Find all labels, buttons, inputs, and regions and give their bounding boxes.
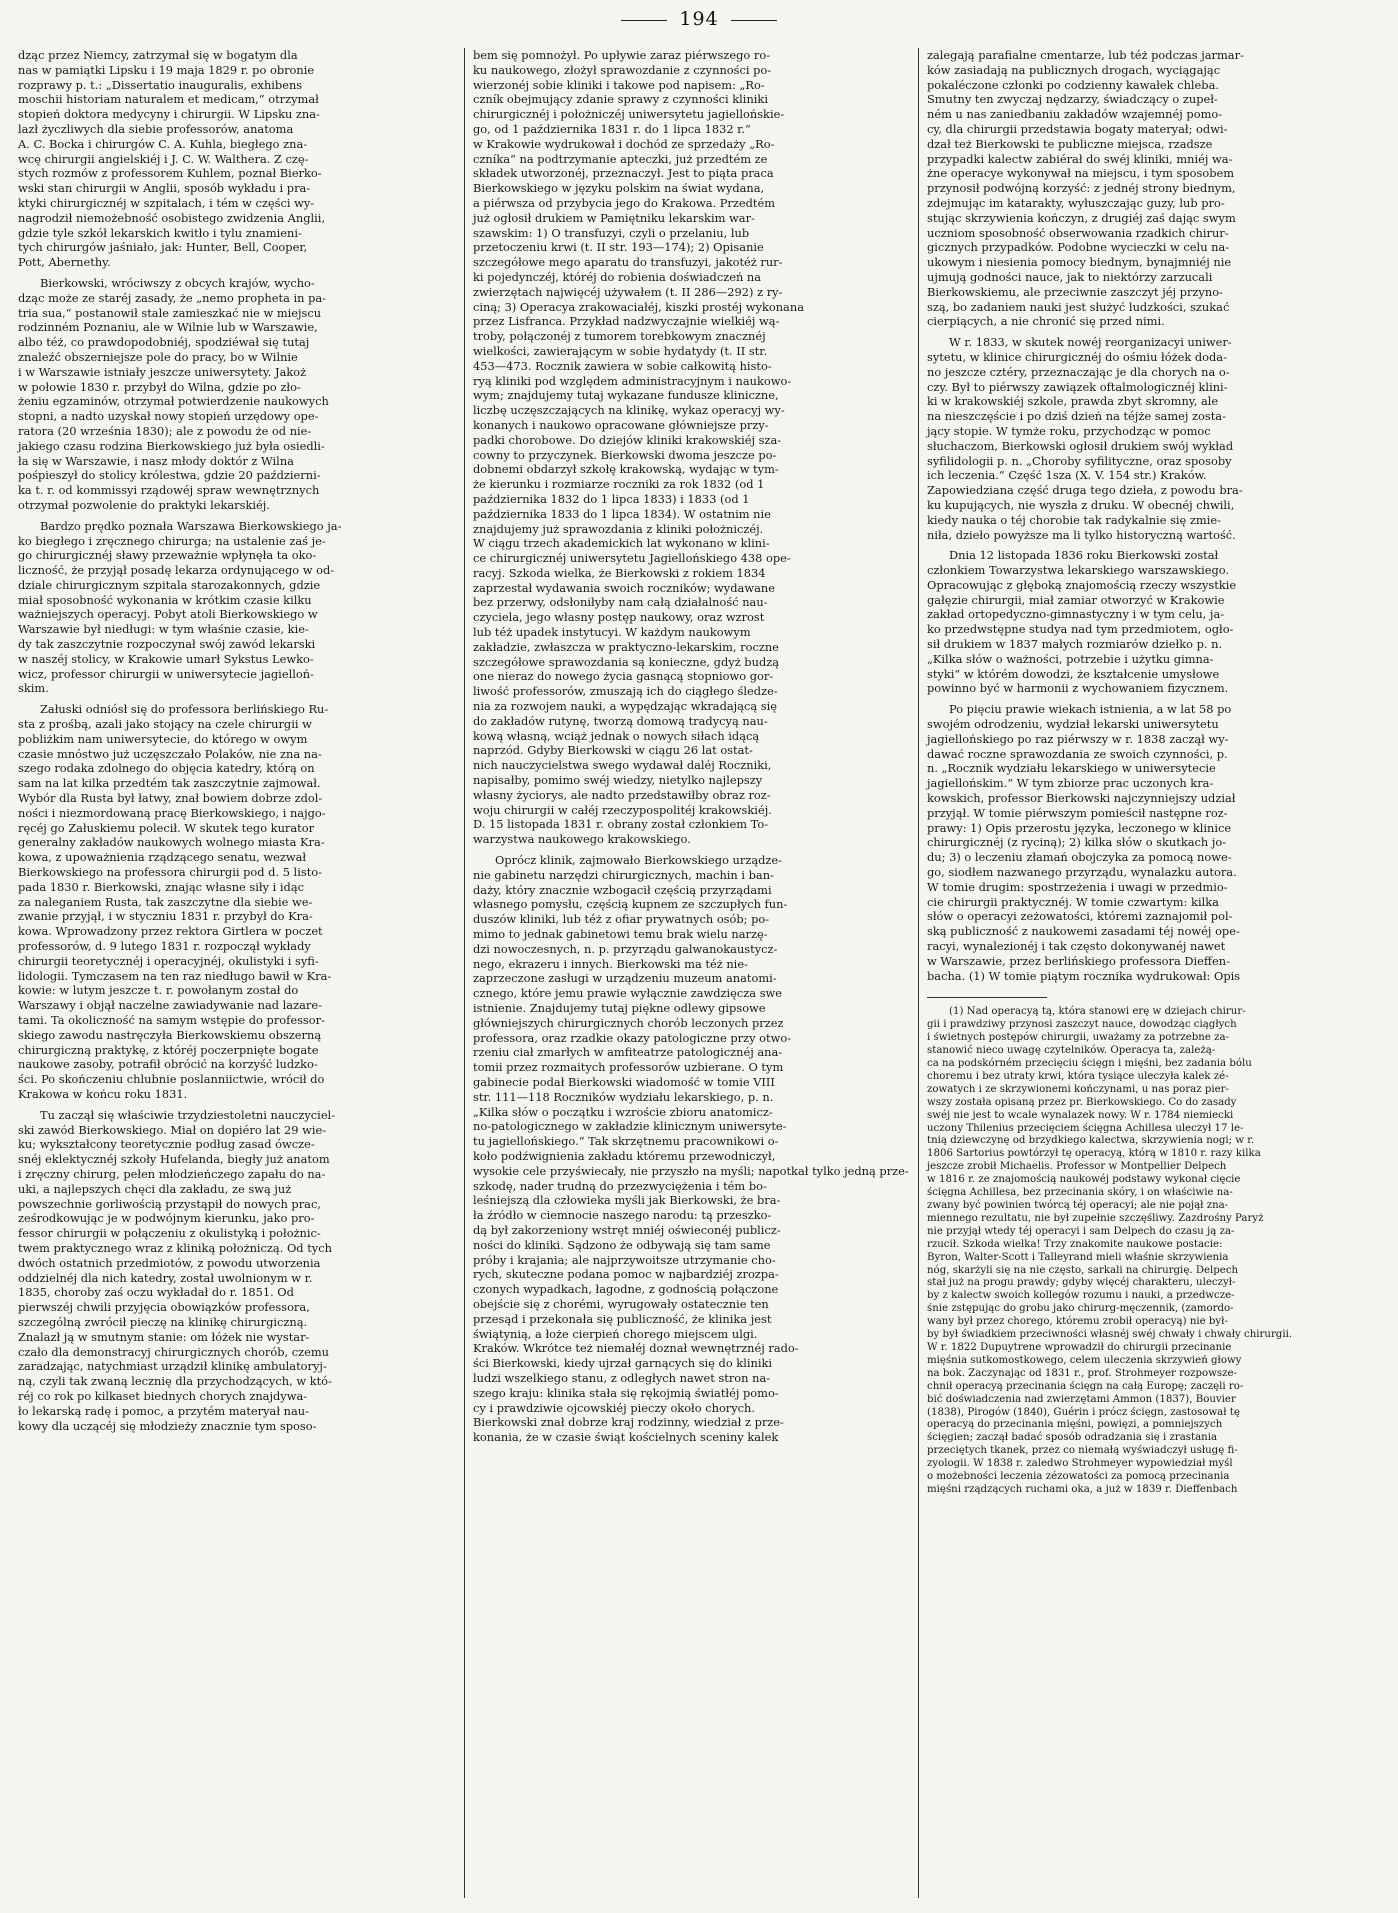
paragraph: Dnia 12 listopada 1836 roku Bierkowski został członkiem Towarzystwa lekarskiego warszawskiego. Opracowując z głęboką znajomością rzeczy wszystkie gałęzie chirurgii, miał zamiar otworzyć w Krakowie zakład ortopedyczno-gimnastyczny i w tym celu, ja- ko przedwstępne studya nad tym przedmiotem, ogło- sił drukiem w 1837 małych rozmiarów dziełko p. n. „Kilka słów o ważności, potrzebie i użytku gimna- styki“ w którém dowodzi, że kształcenie umysłowe powinno być w harmonii z wychowaniem fizycznem. <box>927 548 1237 696</box>
paragraph: W r. 1833, w skutek nowéj reorganizacyi uniwer- sytetu, w klinice chirurgicznéj do ośmiu łóżek doda- no jeszcze cztéry, przeznaczając je dla chorych na o- czy. Był to piérwszy zawiązek oftalmologicznéj klini- ki w krakowskiéj szkole, prawda zbyt skromny, ale na nieszczęście i po dziś dzień na téjże samej zosta- jący stopie. W tymże roku, przychodząc w pomoc słuchaczom, Bierkowski ogłosił drukiem swój wykład syfilidologii p. n. „Choroby syfilityczne, oraz sposoby ich leczenia.“ Część 1sza (X. V. 154 str.) Kraków. Zapowiedziana część druga tego dzieła, z powodu bra- ku kupujących, nie wyszła z druku. W obecnéj chwili, kiedy nauka o téj chorobie tak radykalnie się zmie- niła, dzieło powyższe ma li tylko historyczną wartość. <box>927 335 1243 542</box>
paragraph: Po pięciu prawie wiekach istnienia, a w lat 58 po swojém odrodzeniu, wydział lekarski uniwersytetu jagiellońskiego po raz piérwszy w r. 1838 zaczął wy- dawać roczne sprawozdania ze swoich czynności, p. n. „Rocznik wydziału lekarskiego w uniwersytecie jagiellońskim.“ W tym zbiorze prac uczonych kra- kowskich, professor Bierkowski najczynniejszy udział przyjął. W tomie piérwszym pomieścił następne roz- prawy: 1) Opis przerostu języka, leczonego w klinice chirurgicznéj (z ryciną); 2) kilka słów o skutkach jo- du; 3) o leczeniu złamań obojczyka za pomocą nowe- go, siodłem nazwanego przyrządu, wynalazku autora. W tomie drugim: spostrzeżenia i uwagi w przedmio- cie chirurgii praktycznéj. W tomie czwartym: kilka słów o operacyi zeżowatości, któremi zaznajomił pol- ską publiczność z naukowemi zasadami téj nowéj ope- racyi, wynalezionéj i tak często dokonywanéj nawet w Warszawie, przez berlińskiego professora Dieffen- bacha. (1) W tomie piątym rocznika wydrukował: Opis <box>927 702 1241 983</box>
column-2 <box>464 48 918 1898</box>
right-dash <box>731 20 777 21</box>
left-dash <box>621 20 667 21</box>
paragraph: Tu zaczął się właściwie trzydziestoletni nauczyciel- ski zawód Bierkowskiego. Miał on dopiéro lat 29 wie- ku; wykształcony teoretycznie podług zasad ówcze- snéj eklektycznéj szkoły Hufelanda, biegły już anatom i zręczny chirurg, pełen młodzieńczego zapału do na- uki, a najlepszych chęci dla zakładu, ze swą już powszechnie gorliwością przystąpił do nowych prac, ześrodkowując je w podwójnym kierunku, jako pro- fessor chirurgii w połączeniu z okulistyką i położnic- twem praktycznego wraz z kliniką położniczą. Od tych dwóch ostatnich przedmiotów, z powodu utworzenia oddzielnéj dla nich katedry, został uwolnionym w r. 1835, choroby zaś oczu wykładał do r. 1851. Od pierwszéj chwili przyjęcia obowiązków professora, szczególną zwrócił pieczę na klinikę chirurgiczną. Znalazł ją w smutnym stanie: om łóżek nie wystar- czało dla demonstracyj chirurgicznych chorób, czemu zaradzając, natychmiast urządził klinikę ambulatoryj- ną, czyli tak zwaną lecznię dla przychodzących, w któ- réj co rok po kilkaset biednych chorych znajdywa- ło lekarską radę i pomoc, a przytém materyał nau- kowy dla uczącéj się młodzieży znacznie tym sposo- <box>18 1107 336 1433</box>
paragraph: bem się pomnożył. Po upływie zaraz piérwszego ro- ku naukowego, złożył sprawozdanie z czynności po- wierzonéj sobie kliniki i takowe pod napisem: „Ro- czník obejmujący zdanie sprawy z czynności kliniki chirurgicznéj i położniczéj uniwersytetu jagiellońskie- go, od 1 października 1831 r. do 1 lipca 1832 r.“ w Krakowie wydrukował i dochód ze sprzedaży „Ro- czníka“ na podtrzymanie apteczki, już przedtém ze składek utworzonéj, przeznaczył. Jest to piąta praca Bierkowskiego w języku polskim na świat wydana, a piérwsza od przybycia jego do Krakowa. Przedtém już ogłosił drukiem w Pamiętniku lekarskim war- szawskim: 1) O transfuzyi, czyli o przelaniu, lub przetoczeniu krwi (t. II str. 193—174); 2) Opisanie szczegółowe mego aparatu do transfuzyi, jakotéż rur- ki pojedynczéj, któréj do robienia doświadczeń na zwierzętach najwięcéj używałem (t. II 286—292) z ry- ciną; 3) Operacya zrakowaciałéj, kiszki prostéj wykonana przez Lisfranca. Przykład nadzwyczajnie wielkiéj wą- troby, połączonéj z tumorem torebkowym znacznéj wielkości, zawierającym w sobie hydatydy (t. II str. 453—473. Rocznik zawiera w sobie całkowitą histo- ryą kliniki pod względem administracyjnym i naukowo- wym; znajdujemy tutaj wykazane fundusze kliniczne, liczbę uczęszczających na klinikę, wykaz operacyj wy- konanych i naukowo opracowane główniejsze przy- padki chorobowe. Do dziejów kliniki krakowskiéj sza- cowny to przyczynek. Bierkowski dwoma jeszcze po- dobnemi obdarzył szkołę krakowską, wydając w tym- że kierunku i rozmiarze roczniki za rok 1832 (od 1 października 1832 do 1 lipca 1833) i 1833 (od 1 października 1833 do 1 lipca 1834). W ostatnim nie znajdujemy już sprawozdania z kliniki położniczéj. W ciągu trzech akademickich lat wykonano w klini- ce chirurgicznéj uniwersytetu Jagiellońskiego 438 ope- racyj. Szkoda wielka, że Bierkowski z rokiem 1834 zaprzestał wydawania swoich roczników; wydawane bez przerwy, odsłoniłyby nam całą działalność nau- czyciela, jego własny postęp naukowy, oraz wzrost lub téż upadek instytucyi. W każdym naukowym zakładzie, zwłaszcza w praktyczno-lekarskim, roczne szczegółowe sprawozdania są konieczne, gdyż budzą one nieraz do nowego życia gasnącą stopniowo gor- liwość professorów, zmuszają ich do ciągłego śledze- nia za rozwojem nauki, a wypędzając wkradającą się do zakładów rutynę, tworzą domową tradycyą nau- kową własną, wciąż jednak o nowych siłach idącą naprzód. Gdyby Bierkowski w ciągu 26 lat ostat- nich nauczycielstwa swego wydawał daléj Roczniki, napisałby, pomimo swéj wiedzy, nietylko najlepszy własny życiorys, ale nadto przedstawiłby obraz roz- woju chirurgii w całéj rzeczypospolitéj krakowskiéj. D. 15 listopada 1831 r. obrany został członkiem To- warzystwa naukowego krakowskiego. <box>473 48 804 847</box>
paragraph: Bierkowski, wróciwszy z obcych krajów, wycho- dząc może ze staréj zasady, że „nemo propheta in pa- tria sua,“ postanowił stale zamieszkać nie w miejscu rodzinném Poznaniu, ale w Wilnie lub w Warszawie, albo téż, co prawdopodobniéj, spodziéwał się tutaj znaleźć obszerniejsze pole do pracy, bo w Wilnie i w Warszawie istniały jeszcze uniwersytety. Jakoż w połowie 1830 r. przybył do Wilna, gdzie po zło- żeniu egzaminów, otrzymał potwierdzenie naukowych stopni, a nadto uzyskał nowy stopień urzędowy ope- ratora (20 września 1830); ale z powodu że od nie- jakiego czasu rodzina Bierkowskiego już była osiedli- ła się w Warszawie, i nasz młody doktór z Wilna pośpieszył do stolicy królestwa, gdzie 20 październi- ka t. r. od kommissyi rządowéj spraw wewnętrznych otrzymał pozwolenie do praktyki lekarskiéj. <box>18 275 329 512</box>
page-number-header <box>0 8 1398 30</box>
paragraph: Bardzo prędko poznała Warszawa Bierkowskiego ja- ko biegłego i zręcznego chirurga; na ustalenie zaś je- go chirurgicznéj sławy przeważnie wpłynęła ta oko- liczność, że przyjął posadę lekarza ordynującego w od- dziale chirurgicznym szpitala starozakonnych, gdzie miał sposobność wykonania w krótkim czasie kilku ważniejszych operacyj. Pobyt atoli Bierkowskiego w Warszawie był niedługi: w tym właśnie czasie, kie- dy tak zaszczytnie rozpoczynał swój zawód lekarski w naszéj stolicy, w Krakowie umarł Sykstus Lewko- wicz, professor chirurgii w uniwersytecie jagielloń- skim. <box>18 518 342 696</box>
paragraph: zalegają parafialne cmentarze, lub téż podczas jarmar- ków zasiadają na publicznych drogach, wyciągając pokaléczone członki po codzienny kawałek chleba. Smutny ten zwyczaj nędzarzy, świadczący o zupeł- ném u nas zaniedbaniu zakładów wzajemnéj pomo- cy, dla chirurgii przedstawia bogaty materyał; odwi- dzał też Bierkowski te publiczne miejsca, rzadsze przypadki kalectw zabiérał do swéj kliniki, mniéj wa- żne operacye wykonywał na miejscu, i tym sposobem przynosił podwójną korzyść: z jednéj strony biednym, zdejmując im katarakty, wyłuszczając guzy, lub pro- stując skrzywienia kończyn, z drugiéj zaś dając swym uczniom sposobność obserwowania rzadkich chirur- gicznych przypadków. Podobne wycieczki w celu na- ukowym i niesienia pomocy biednym, bynajmniéj nie ujmują godności nauce, jak to niektórzy zarzucali Bierkowskiemu, ale przeciwnie zaszczyt jéj przyno- szą, bo zadaniem nauki jest służyć ludzkości, szukać cierpiących, a nie chronić się przed nimi. <box>927 48 1244 329</box>
column-3 <box>918 48 1372 1898</box>
paragraph: dząc przez Niemcy, zatrzymał się w bogatym dla nas w pamiątki Lipsku i 19 maja 1829 r. po obronie rozprawy p. t.: „Dissertatio inauguralis, exhibens moschii historiam naturalem et medicam,“ otrzymał stopień doktora medycyny i chirurgii. W Lipsku zna- lazł życzliwych dla siebie professorów, anatoma A. C. Bocka i chirurgów C. A. Kuhla, biegłego zna- wcę chirurgii angielskiéj i J. C. W. Walthera. Z czę- stych rozmów z professorem Kuhlem, poznał Bierko- wski stan chirurgii w Anglii, sposób wykładu i pra- ktyki chirurgicznéj w szpitalach, i tém w części wy- nagrodził niemożebność osobistego zwidzenia Anglii, gdzie tyle szkół lekarskich kwitło i tylu znamieni- tych chirurgów jaśniało, jak: Hunter, Bell, Cooper, Pott, Abernethy. <box>18 48 326 270</box>
paragraph: Oprócz klinik, zajmowało Bierkowskiego urządze- nie gabinetu narzędzi chirurgicznych, machin i ban- daży, który znacznie wzbogacił częścią przyrządami własnego pomysłu, częścią kupnem ze szczupłych fun- duszów kliniki, lub téż z ofiar prywatnych osób; po- mimo to jednak gabinetowi temu brak wielu narzę- dzi nowoczesnych, n. p. przyrządu galwanokaustycz- nego, ekrazeru i innych. Bierkowski ma téż nie- zaprzeczone zasługi w urządzeniu muzeum anatomi- cznego, które jemu prawie wyłącznie zawdzięcza swe istnienie. Znajdujemy tutaj piękne odlewy gipsowe główniejszych chirurgicznych chorób leczonych przez professora, oraz rzadkie okazy patologiczne przy otwo- rzeniu ciał zmarłych w amfiteatrze patologicznéj ana- tomii przez rozmaitych professorów uzbierane. O tym gabinecie podał Bierkowski wiadomość w tomie VIII str. 111—118 Roczników wydziału lekarskiego, p. n. „Kilka słów o początku i wzroście zbioru anatomicz- no-patologicznego w zakładzie klinicznym uniwersyte- tu jagiellońskiego.“ Tak skrzętnemu pracownikowi o- koło podźwignienia zakładu któremu przewodniczył, wysokie cele przyświecały, nie przyszło na myśli; napotkał tylko jedną prze- szkodę, nader trudną do przezwyciężenia i tém bo- leśniejszą dla człowieka myśli jak Bierkowski, że bra- ła źródło w ciemnocie naszego narodu: tą przeszko- dą był zakorzeniony wstręt mniéj oświeconéj publicz- ności do kliniki. Sądzono że odbywają się tam same próby i krajania; ale najprzywoitsze utrzymanie cho- rych, skuteczne podana pomoc w najbardziéj zrozpa- czonych wypadkach, łagodne, z godnością połączone obejście się z chorémi, wyrugowały ostatecznie ten przesąd i przekonała się publiczność, że klinika jest świątynią, a łoże cierpień chorego miejscem ulgi. Kraków. Wkrótce też niemałéj doznał wewnętrznéj rado- ści Bierkowski, kiedy ujrzał garnących się do kliniki ludzi wszelkiego stanu, z odległych nawet stron na- szego kraju: klinika stała się rękojmią światłéj pomo- cy i prawdziwie ojcowskiéj pieczy około chorych. Bierkowski znał dobrze kraj rodzinny, wiedział z prze- konania, że w czasie świąt kościelnych sceniny kalek <box>473 853 909 1445</box>
column-1 <box>10 48 464 1898</box>
text-columns <box>10 48 1374 1898</box>
paragraph: Załuski odniósł się do professora berlińskiego Ru- sta z prośbą, azali jako stojący na czele chirurgii w pobliżkim nam uniwersytecie, do którego w owym czasie mnóstwo już uczęszczało Polaków, nie zna na- szego rodaka zdolnego do objęcia katedry, którą on sam na lat kilka przedtém tak zaszczytnie zajmował. Wybór dla Rusta był łatwy, znał bowiem dobrze zdol- ności i niezmordowaną pracę Bierkowskiego, i najgo- ręcéj go Załuskiemu polecił. W skutek tego kurator generalny zakładów naukowych wolnego miasta Kra- kowa, z upoważnienia rządzącego senatu, wezwał Bierkowskiego na professora chirurgii pod d. 5 listo- pada 1830 r. Bierkowski, znając własne siły i idąc za naleganiem Rusta, tak zaszczytne dla siebie we- zwanie przyjął, i w styczniu 1831 r. przybył do Kra- kowa. Wprowadzony przez rektora Girtlera w poczet professorów, d. 9 lutego 1831 r. rozpoczął wykłady chirurgii teoretycznéj i operacyjnéj, okulistyki i syfi- lidologii. Tymczasem na ten raz niedługo bawił w Kra- kowie: w lutym jeszcze t. r. powołanym został do Warszawy i objął naczelne zawiadywanie nad lazare- tami. Ta okoliczność na samym wstępie do professor- skiego zawodu nastręczyła Bierkowskiemu obszerną chirurgiczną praktykę, z któréj poczerpnięte bogate naukowe zasoby, potrafił obrócić na korzyść ludzko- ści. Po skończeniu chlubnie poslanniictwie, wrócił do Krakowa w końcu roku 1831. <box>18 702 332 1101</box>
page-number: 194 <box>679 8 719 30</box>
footnote: (1) Nad operacyą tą, która stanowi erę w dziejach chirur- gii i prawdziwy przynosi zaszczyt nauce, dowodząc ciągłych i świetnych postępów chirurgii, uważamy za potrzebne za- stanowić nieco uwagę czytelników. Operacya ta, zależą- ca na podskórném przecięciu ścięgn i mięśni, bez zadania bólu choremu i bez utraty krwi, która tysiące uleczyła kalek zé- zowatych i ze skrzywionemi kończynami, u nas poraz pier- wszy została opisaną przez pr. Bierkowskiego. Co do zasady swéj nie jest to wcale wynalazek nowy. W r. 1784 niemiecki uczony Thilenius przecięciem ścięgna Achillesa uleczył 17 le- tnią dziewczynę od brzydkiego kalectwa, skrzywienia nogi; w r. 1806 Sartorius powtórzył tę operacyą, którą w 1810 r. razy kilka jeszcze zrobił Michaelis. Professor w Montpellier Delpech w 1816 r. ze znajomością naukowéj podstawy wykonał cięcie ścięgna Achillesa, bez przecinania skóry, i on właściwie na- zwany być powinien twórcą téj operacyi; ale nie pojął zna- miennego rezultatu, nie był zupełnie szczęśliwy. Zazdrośny Paryż nie przyjął wtedy téj operacyi i sam Delpech do czasu ją za- rzucił. Szkoda wielka! Trzy znakomite naukowe postacie: Byron, Walter-Scott i Talleyrand mieli właśnie skrzywienia nóg, skarżyli się na nie często, sarkali na chirurgię. Delpech stał już na progu prawdy; gdyby więcéj charakteru, uleczył- by z kalectw swoich kollegów rozumu i nauki, a przedwcze- śnie zstępując do grobu jako chirurg-męczennik, (zamordo- wany był przez chorego, któremu zrobił operacyą) nie był- by był świadkiem przeciwności własnéj swéj chwały i chwały chirurgii. W r. 1822 Dupuytrene wprowadził do chirurgii przecinanie mięśnia sutkomostkowego, celem uleczenia skrzywień głowy na bok. Zaczynając od 1831 r., prof. Strohmeyer rozpowsze- chnił operacyą przecinania ścięgn na całą Europę; zaczęli ro- bić doświadczenia nad zwierzętami Ammon (1837), Bouvier (1838), Pirogów (1840), Guérin i prócz ścięgn, zastosował tę operacyą do przecinania mięśni, powięzi, a pomniejszych ścięgien; zaczął badać sposób odradzania się i zrastania przeciętych tkanek, przez co niemałą wyświadczył usługę fi- zyologii. W 1838 r. zaledwo Strohmeyer wypowiedział myśl o możebności leczenia zézowatości za pomocą przecinania mięśni rządzących ruchami oka, a już w 1839 r. Dieffenbach <box>927 1006 1293 1495</box>
footnote-divider <box>927 997 1047 998</box>
